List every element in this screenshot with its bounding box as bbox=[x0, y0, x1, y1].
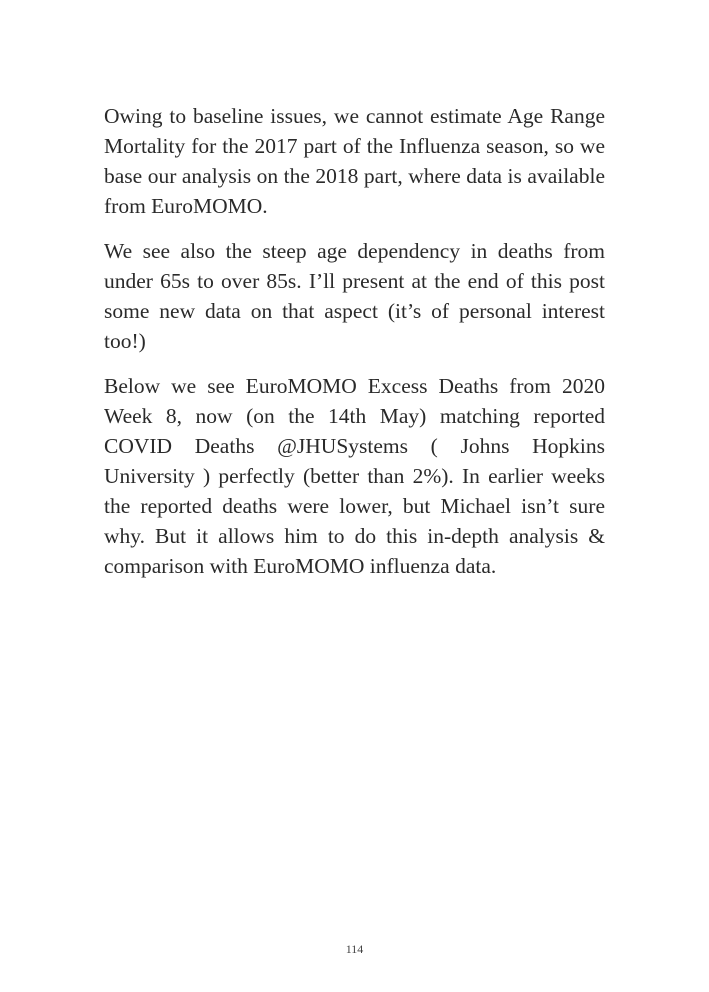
body-text bbox=[104, 101, 605, 596]
paragraph-age-dependency: We see also the steep age dependency in deaths from under 65s to over 85s. I’ll present at the end of this post some new data on that aspect (it’s of personal interest too!) bbox=[104, 239, 605, 353]
paragraph-baseline-issues: Owing to baseline issues, we cannot estimate Age Range Mortality for the 2017 part of the Influenza season, so we base our analysis on the 2018 part, where data is available from EuroMOMO. bbox=[104, 104, 605, 218]
page-number: 114 bbox=[345, 942, 364, 956]
paragraph-excess-deaths: Below we see EuroMOMO Excess Deaths from 2020 Week 8, now (on the 14th May) matching reported COVID Deaths @JHUSystems ( Johns Hopkins University ) perfectly (better than 2%). In earlier weeks the reported deaths were lower, but Michael isn’t sure why. But it allows him to do this in-depth analysis & comparison with EuroMOMO influenza data. bbox=[104, 374, 605, 578]
